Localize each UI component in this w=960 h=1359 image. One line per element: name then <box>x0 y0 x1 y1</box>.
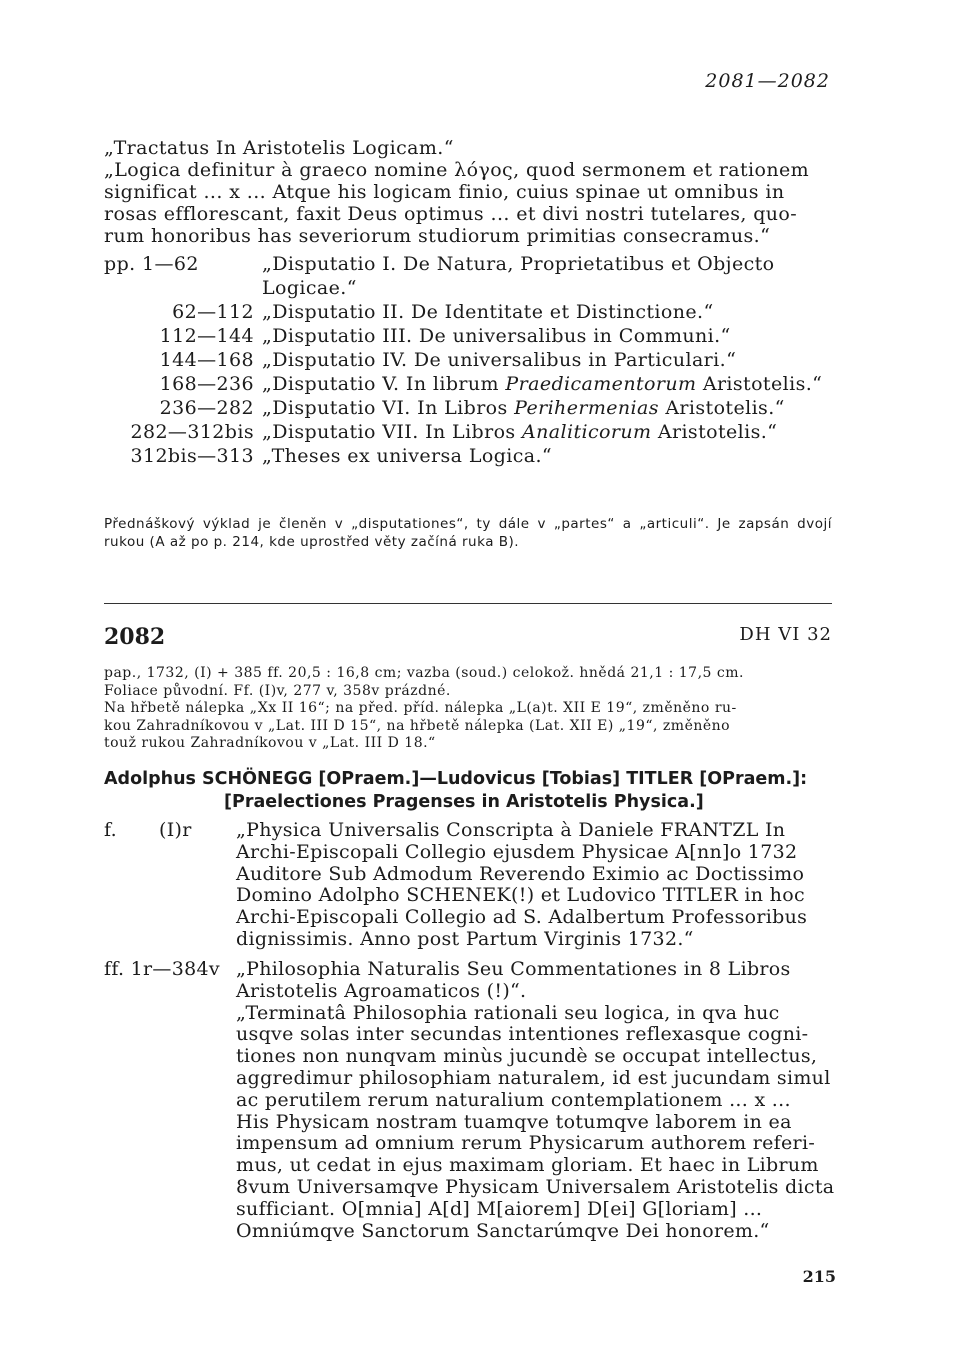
meta-line: pap., 1732, (I) + 385 ff. 20,5 : 16,8 cm; vazba (soud.) celokož. hnědá 21,1 : 17,5 cm. <box>104 665 744 681</box>
page-range: 112—144 <box>159 325 254 347</box>
text-line: Archi-Episcopali Collegio ejusdem Physicae A[nn]o 1732 <box>236 840 798 863</box>
text-line: Auditore Sub Admodum Reverendo Eximio ac Doctissimo <box>236 862 805 885</box>
text-line: Archi-Episcopali Collegio ad S. Adalbertum Professoribus <box>236 906 808 929</box>
text-line: ac perutilem rerum naturalium contemplationem ... x ... <box>236 1088 791 1111</box>
text-line: aggredimur philosophiam naturalem, id est jucundam simul <box>236 1066 831 1089</box>
contents-title <box>262 372 832 396</box>
section-divider <box>104 603 832 604</box>
text-line: usqve solas inter secundas intentiones reflexasque cogni- <box>236 1023 809 1046</box>
folio-item <box>104 959 844 1242</box>
contents-row <box>104 420 832 444</box>
title-text: Aristotelis.“ <box>651 421 778 443</box>
text-line: „Tractatus In Aristotelis Logicam.“ <box>104 137 454 159</box>
page-range: 62—112 <box>172 301 254 323</box>
text-line: Omniúmqve Sanctorum Sanctarúmqve Dei honorem.“ <box>236 1219 770 1242</box>
contents-title: „Disputatio IV. De universalibus in Particulari.“ <box>262 349 737 371</box>
title-text: Aristotelis.“ <box>658 397 785 419</box>
page-number: 215 <box>802 1267 836 1286</box>
meta-line: kou Zahradníkovou v „Lat. III D 15“, na hřbetě nálepka (Lat. XII E) „19“, změněno <box>104 717 731 734</box>
text-line: rum honoribus has severiorum studiorum primitias consecramus.“ <box>104 225 771 247</box>
text-line: significat ... x ... Atque his logicam finio, cuius spinae ut omnibus in <box>104 181 785 203</box>
title-text: „Disputatio VII. In Libros <box>262 421 523 443</box>
contents-title: „Disputatio II. De Identitate et Distinctione.“ <box>262 301 714 323</box>
folio-content <box>236 959 844 1242</box>
text-line: mus, ut cedat in ejus maximam gloriam. Et haec in Librum <box>236 1154 819 1177</box>
text-line: „Physica Universalis Conscripta à Daniele FRANTZL In <box>236 819 786 841</box>
contents-title <box>262 396 832 420</box>
text-line: rosas efflorescant, faxit Deus optimus ... et divi nostri tutelares, quo- <box>104 203 798 225</box>
text-line: Domino Adolpho SCHENEK(!) et Ludovico TITLER in hoc <box>236 884 805 907</box>
contents-title <box>262 420 832 444</box>
shelfmark: DH VI 32 <box>739 624 832 645</box>
contents-row <box>104 444 832 468</box>
page-range: 282—312bis <box>130 421 254 443</box>
text-line: His Physicam nostram tuamqve totumqve laborem in ea <box>236 1110 792 1133</box>
folio-label: (I)r <box>159 819 192 841</box>
page-range: 236—282 <box>159 397 254 419</box>
title-text: Aristotelis.“ <box>696 373 823 395</box>
meta-line: Foliace původní. Ff. (I)v, 277 v, 358v prázdné. <box>104 682 451 699</box>
contents-row <box>104 396 832 420</box>
prev-entry-incipit <box>104 137 832 247</box>
text-line: dignissimis. Anno post Partum Virginis 1732.“ <box>236 927 694 950</box>
text-line: tiones non nunqvam minùs jucundè se occupat intellectus, <box>236 1045 818 1068</box>
text-line: Aristotelis Agroamaticos (!)“. <box>236 979 527 1002</box>
contents-row <box>104 348 832 372</box>
running-head: 2081—2082 <box>705 70 830 92</box>
contents-row <box>104 324 832 348</box>
text-line: 8vum Universamqve Physicam Universalem Aristotelis dicta <box>236 1175 835 1198</box>
title-text: „Disputatio VI. In Libros <box>262 397 515 419</box>
title-italic: Perihermenias <box>514 397 659 419</box>
folio-content <box>236 820 844 951</box>
text-line: „Terminatâ Philosophia rationali seu logica, in qva huc <box>236 1001 780 1024</box>
title-italic: Praedicamentorum <box>505 373 697 395</box>
text-line: „Philosophia Naturalis Seu Commentationes in 8 Libros <box>236 958 791 980</box>
folio-item <box>104 820 844 951</box>
text-line: „Logica definitur à graeco nomine λόγος, quod sermonem et rationem <box>104 159 810 181</box>
meta-line: touž rukou Zahradníkovou v „Lat. III D 18.“ <box>104 735 436 751</box>
contents-row <box>104 252 832 300</box>
heading-line: [Praelectiones Pragenses in Aristotelis Physica.] <box>224 792 704 812</box>
entry-number: 2082 <box>104 624 166 650</box>
page-range: 168—236 <box>159 373 254 395</box>
folio-label: f. <box>104 819 117 841</box>
page-range: pp. 1—62 <box>104 253 199 275</box>
prev-entry-note: Přednáškový výklad je členěn v „disputationes“, ty dále v „partes“ a „articuli“. Je zapsán dvojí rukou (A až po p. 214, kde uprostřed věty začíná ruka B). <box>104 516 832 550</box>
text-line: impensum ad omnium rerum Physicarum authorem referi- <box>236 1132 816 1155</box>
contents-row <box>104 372 832 396</box>
contents-title: „Theses ex universa Logica.“ <box>262 445 553 467</box>
heading-line: Adolphus SCHÖNEGG [OPraem.]—Ludovicus [Tobias] TITLER [OPraem.]: <box>104 769 808 789</box>
page-range: 144—168 <box>159 349 254 371</box>
folio-label: ff. 1r—384v <box>104 958 220 980</box>
text-line: sufficiant. O[mnia] A[d] M[aiorem] D[ei] G[loriam] ... <box>236 1197 763 1220</box>
contents-title: „Disputatio I. De Natura, Proprietatibus et Objecto Logicae.“ <box>262 253 775 299</box>
title-italic: Analiticorum <box>522 421 652 443</box>
contents-row <box>104 300 832 324</box>
meta-line: Na hřbetě nálepka „Xx II 16“; na před. příd. nálepka „L(a)t. XII E 19“, změněno ru- <box>104 700 737 716</box>
physical-description <box>104 665 832 753</box>
title-text: „Disputatio V. In librum <box>262 373 506 395</box>
contents-title: „Disputatio III. De universalibus in Communi.“ <box>262 325 731 347</box>
entry-heading <box>104 768 832 814</box>
page-range: 312bis—313 <box>130 445 254 467</box>
contents-list <box>104 252 832 468</box>
